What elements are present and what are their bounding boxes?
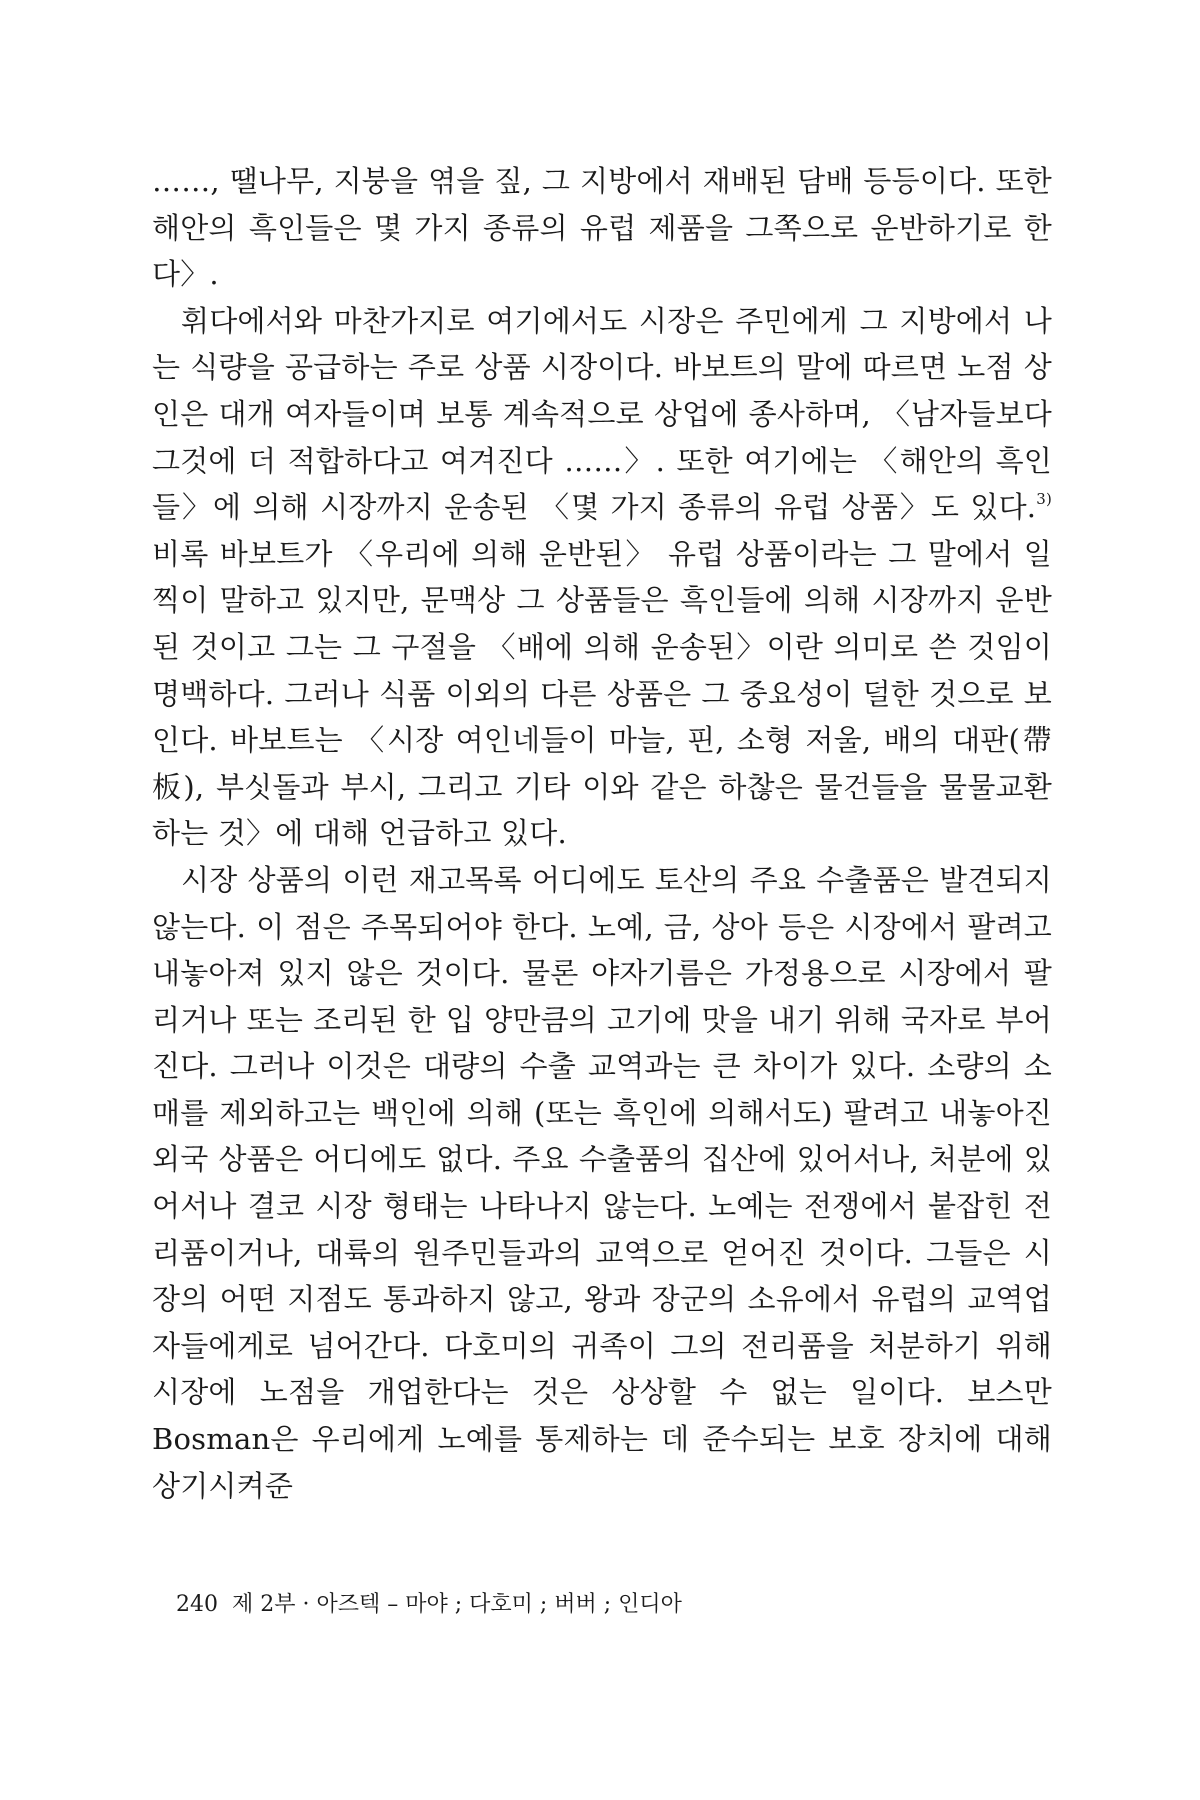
page-body — [152, 158, 1052, 1509]
paragraph-3: 시장 상품의 이런 재고목록 어디에도 토산의 주요 수출품은 발견되지 않는다. 이 점은 주목되어야 한다. 노예, 금, 상아 등은 시장에서 팔려고 내놓아져 있지 않은 것이다. 물론 야자기름은 가정용으로 시장에서 팔리거나 또는 조리된 한 입 양만큼의 고기에 맛을 내기 위해 국자로 부어진다. 그러나 이것은 대량의 수출 교역과는 큰 차이가 있다. 소량의 소매를 제외하고는 백인에 의해 (또는 흑인에 의해서도) 팔려고 내놓아진 외국 상품은 어디에도 없다. 주요 수출품의 집산에 있어서나, 처분에 있어서나 결코 시장 형태는 나타나지 않는다. 노예는 전쟁에서 붙잡힌 전리품이거나, 대륙의 원주민들과의 교역으로 얻어진 것이다. 그들은 시장의 어떤 지점도 통과하지 않고, 왕과 장군의 소유에서 유럽의 교역업자들에게로 넘어간다. 다호미의 귀족이 그의 전리품을 처분하기 위해 시장에 노점을 개업한다는 것은 상상할 수 없는 일이다. 보스만 Bosman은 우리에게 노예를 통제하는 데 준수되는 보호 장치에 대해 상기시켜준 — [152, 862, 1052, 1503]
paragraph-2-text-a: 휘다에서와 마찬가지로 여기에서도 시장은 주민에게 그 지방에서 나는 식량을 공급하는 주로 상품 시장이다. 바보트의 말에 따르면 노점 상인은 대개 여자들이며 보통 계속적으로 상업에 종사하며, 〈남자들보다 그것에 더 적합하다고 여겨진다 ……〉. 또한 여기에는 〈해안의 흑인들〉에 의해 시장까지 운송된 〈몇 가지 종류의 유럽 상품〉도 있다. — [152, 303, 1052, 525]
page-footer — [176, 1587, 682, 1618]
page-number: 240 — [176, 1592, 218, 1617]
paragraph-2 — [152, 298, 1052, 857]
footnote-reference: 3) — [1036, 490, 1052, 509]
running-head: 제 2부 · 아즈텍 – 마야 ; 다호미 ; 버버 ; 인디아 — [232, 1592, 682, 1617]
paragraph-2-text-b: 비록 바보트가 〈우리에 의해 운반된〉 유럽 상품이라는 그 말에서 일찍이 말하고 있지만, 문맥상 그 상품들은 흑인들에 의해 시장까지 운반된 것이고 그는 그 구절을 〈배에 의해 운송된〉이란 의미로 쓴 것임이 명백하다. 그러나 식품 이외의 다른 상품은 그 중요성이 덜한 것으로 보인다. 바보트는 〈시장 여인네들이 마늘, 핀, 소형 저울, 배의 대판(帶板), 부싯돌과 부시, 그리고 기타 이와 같은 하찮은 물건들을 물물교환하는 것〉에 대해 언급하고 있다. — [152, 536, 1052, 851]
paragraph-1: ……, 땔나무, 지붕을 엮을 짚, 그 지방에서 재배된 담배 등등이다. 또한 해안의 흑인들은 몇 가지 종류의 유럽 제품을 그쪽으로 운반하기로 한다〉. — [152, 164, 1052, 292]
